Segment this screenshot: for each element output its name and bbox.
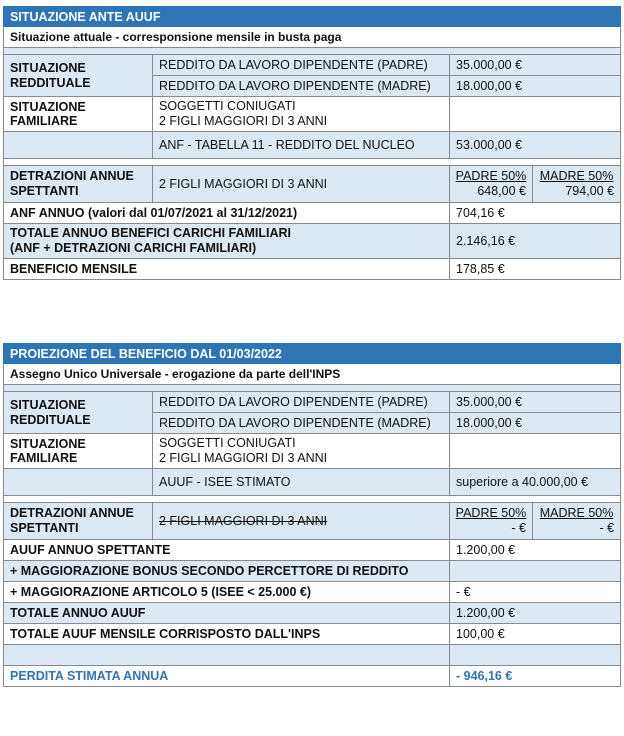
situazione-familiare-label: SITUAZIONE FAMILIARE — [4, 97, 153, 132]
beneficio-mensile-label: BENEFICIO MENSILE — [4, 259, 450, 280]
reddito-padre-label: REDDITO DA LAVORO DIPENDENTE (PADRE) — [153, 55, 450, 76]
section-header: PROIEZIONE DEL BENEFICIO DAL 01/03/2022 — [4, 344, 621, 364]
reddito-padre-value: 35.000,00 € — [450, 55, 621, 76]
anf-annuo-value: 704,16 € — [450, 203, 621, 224]
familiare-line-1: SOGGETTI CONIUGATI — [159, 99, 296, 113]
isee-value: superiore a 40.000,00 € — [450, 469, 621, 496]
detrazioni-padre — [450, 166, 533, 203]
padre-value: 648,00 € — [477, 184, 526, 198]
familiare-line-2: 2 FIGLI MAGGIORI DI 3 ANNI — [159, 451, 328, 465]
madre-value: - € — [599, 521, 615, 535]
empty-cell — [450, 645, 621, 666]
totale-benefici-value: 2.146,16 € — [450, 224, 621, 259]
totale-auuf-label: TOTALE ANNUO AUUF — [4, 603, 450, 624]
auuf-mensile-value: 100,00 € — [450, 624, 621, 645]
empty-cell — [450, 434, 621, 469]
detrazioni-padre — [450, 503, 533, 540]
padre-head: PADRE 50% — [455, 169, 527, 183]
isee-label: AUUF - ISEE STIMATO — [153, 469, 450, 496]
anf-annuo-label: ANF ANNUO (valori dal 01/07/2021 al 31/12/2021) — [4, 203, 450, 224]
auuf-annuo-value: 1.200,00 € — [450, 540, 621, 561]
anf-tabella-value: 53.000,00 € — [450, 132, 621, 159]
detrazioni-desc-cell — [153, 503, 450, 540]
bonus-label: + MAGGIORAZIONE BONUS SECONDO PERCETTORE DI REDDITO — [4, 561, 450, 582]
totale-line-1: TOTALE ANNUO BENEFICI CARICHI FAMILIARI — [10, 226, 292, 240]
detrazioni-desc: 2 FIGLI MAGGIORI DI 3 ANNI — [153, 166, 450, 203]
totale-auuf-value: 1.200,00 € — [450, 603, 621, 624]
proiezione-table — [3, 343, 621, 687]
beneficio-mensile-value: 178,85 € — [450, 259, 621, 280]
padre-head: PADRE 50% — [455, 506, 527, 520]
reddito-padre-label: REDDITO DA LAVORO DIPENDENTE (PADRE) — [153, 392, 450, 413]
empty-cell — [450, 97, 621, 132]
madre-head: MADRE 50% — [539, 506, 614, 520]
reddito-padre-value: 35.000,00 € — [450, 392, 621, 413]
ante-auuf-section — [3, 6, 620, 280]
totale-benefici-label — [4, 224, 450, 259]
spacer-row — [4, 48, 621, 55]
situazione-reddituale-label: SITUAZIONE REDDITUALE — [4, 55, 153, 97]
situazione-reddituale-label: SITUAZIONE REDDITUALE — [4, 392, 153, 434]
totale-line-2: (ANF + DETRAZIONI CARICHI FAMILIARI) — [10, 241, 257, 255]
reddito-madre-value: 18.000,00 € — [450, 413, 621, 434]
reddito-madre-label: REDDITO DA LAVORO DIPENDENTE (MADRE) — [153, 76, 450, 97]
articolo5-label: + MAGGIORAZIONE ARTICOLO 5 (ISEE < 25.000 €) — [4, 582, 450, 603]
perdita-value: - 946,16 € — [450, 666, 621, 687]
detrazioni-madre — [533, 166, 621, 203]
empty-cell — [4, 645, 450, 666]
situazione-familiare-desc — [153, 97, 450, 132]
detrazioni-desc: 2 FIGLI MAGGIORI DI 3 ANNI — [159, 514, 328, 528]
detrazioni-label: DETRAZIONI ANNUE SPETTANTI — [4, 503, 153, 540]
articolo5-value: - € — [450, 582, 621, 603]
detrazioni-madre — [533, 503, 621, 540]
madre-head: MADRE 50% — [539, 169, 614, 183]
padre-value: - € — [511, 521, 526, 535]
spacer-row — [4, 496, 621, 503]
familiare-line-1: SOGGETTI CONIUGATI — [159, 436, 296, 450]
ante-auuf-table — [3, 6, 621, 280]
empty-cell — [4, 469, 153, 496]
empty-cell — [4, 132, 153, 159]
perdita-label: PERDITA STIMATA ANNUA — [4, 666, 450, 687]
spacer-row — [4, 385, 621, 392]
detrazioni-label: DETRAZIONI ANNUE SPETTANTI — [4, 166, 153, 203]
situazione-familiare-desc — [153, 434, 450, 469]
proiezione-section — [3, 343, 620, 687]
reddito-madre-value: 18.000,00 € — [450, 76, 621, 97]
situazione-familiare-label: SITUAZIONE FAMILIARE — [4, 434, 153, 469]
section-subtitle: Assegno Unico Universale - erogazione da parte dell'INPS — [4, 364, 621, 385]
anf-tabella-label: ANF - TABELLA 11 - REDDITO DEL NUCLEO — [153, 132, 450, 159]
familiare-line-2: 2 FIGLI MAGGIORI DI 3 ANNI — [159, 114, 328, 128]
section-header: SITUAZIONE ANTE AUUF — [4, 7, 621, 27]
spacer-row — [4, 159, 621, 166]
bonus-value — [450, 561, 621, 582]
reddito-madre-label: REDDITO DA LAVORO DIPENDENTE (MADRE) — [153, 413, 450, 434]
auuf-annuo-label: AUUF ANNUO SPETTANTE — [4, 540, 450, 561]
section-subtitle: Situazione attuale - corresponsione mensile in busta paga — [4, 27, 621, 48]
auuf-mensile-label: TOTALE AUUF MENSILE CORRISPOSTO DALL'INPS — [4, 624, 450, 645]
madre-value: 794,00 € — [565, 184, 615, 198]
